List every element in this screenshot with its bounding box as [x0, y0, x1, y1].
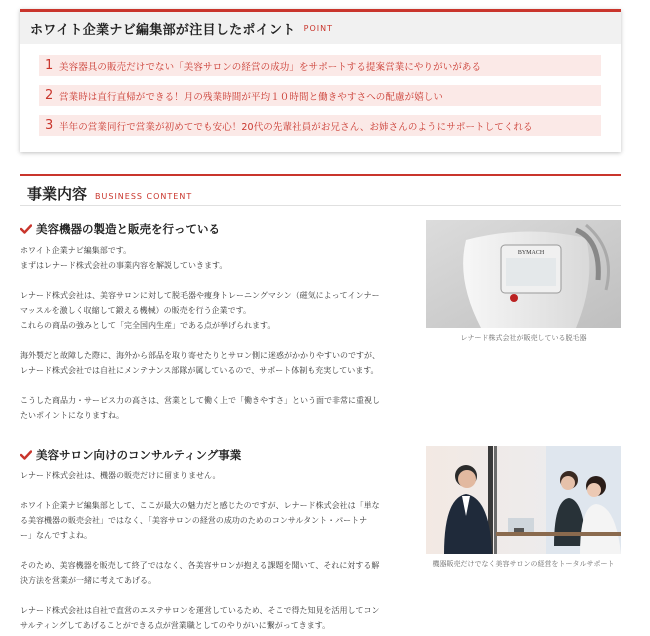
business-sub-label: BUSINESS CONTENT	[95, 192, 193, 201]
device-photo	[426, 220, 621, 328]
section1-heading	[20, 221, 220, 237]
point-item	[39, 115, 601, 136]
body-line: レナード株式会社は、美容サロンに対して脱毛器や痩身トレーニングマシン（磁気によってインナー	[20, 291, 380, 300]
body-line: ホワイト企業ナビ編集部です。	[20, 246, 132, 255]
point-number: 2	[45, 88, 54, 103]
body-line: 決方法を営業が一緒に考えてあげる。	[20, 576, 156, 585]
body-line: ー」なんですよね。	[20, 531, 92, 540]
body-line: る美容機器の販売会社」ではなく、「美容サロンの経営の成功のためのコンサルタント・パートナ	[20, 516, 368, 525]
body-line	[20, 273, 410, 288]
point-title: ホワイト企業ナビ編集部が注目したポイント	[30, 22, 296, 38]
body-line: レナード株式会社では自社にメンテナンス部隊が属しているので、サポート体制も充実しています。	[20, 366, 379, 375]
section1-body	[20, 243, 410, 423]
body-line: ホワイト企業ナビ編集部として、ここが最大の魅力だと感じたのですが、レナード株式会社は「単な	[20, 501, 380, 510]
device-brand: BYMACH	[517, 250, 545, 256]
point-text: 半年の営業同行で営業が初めてでも安心！20代の先輩社員がお兄さん、お姉さんのようにサポートしてくれる	[59, 121, 533, 133]
point-sub-label: POINT	[303, 23, 333, 33]
point-header	[20, 12, 621, 44]
section2-heading	[20, 447, 241, 463]
section-top-rule	[20, 174, 621, 176]
body-line	[20, 588, 410, 603]
body-line: レナード株式会社は、機器の販売だけに留まりません。	[20, 471, 221, 480]
body-line: マッスルを激しく収縮して鍛える機械）の販売を行う企業です。	[20, 306, 252, 315]
section-divider	[20, 205, 621, 206]
point-text: 営業時は直行直帰ができる！月の残業時間が平均１０時間と働きやすさへの配慮が嬉しい	[59, 91, 444, 103]
device-photo-caption: レナード株式会社が販売している脱毛器	[460, 334, 587, 342]
body-line	[20, 333, 410, 348]
body-line	[20, 543, 410, 558]
section2-title: 美容サロン向けのコンサルティング事業	[36, 448, 242, 462]
body-line: そのため、美容機器を販売して終了ではなく、各美容サロンが抱える課題を聞いて、それに対する解	[20, 561, 380, 570]
point-list	[20, 44, 621, 136]
point-item	[39, 55, 601, 76]
point-box	[20, 9, 621, 152]
check-icon	[20, 224, 32, 234]
body-line	[20, 483, 410, 498]
body-line: サルティングしてあげることができる点が営業職としてのやりがいに繋がってきます。	[20, 621, 331, 630]
business-title: 事業内容	[27, 185, 88, 203]
section2-body	[20, 468, 410, 633]
section1-title: 美容機器の製造と販売を行っている	[36, 222, 220, 236]
meeting-photo	[426, 446, 621, 554]
body-line: これらの商品の強みとして「完全国内生産」である点が挙げられます。	[20, 321, 276, 330]
check-icon	[20, 450, 32, 460]
body-line: こうした商品力・サービス力の高さは、営業として働く上で「働きやすさ」という面で非常に重視し	[20, 396, 380, 405]
meeting-photo-caption: 機器販売だけでなく美容サロンの経営をトータルサポート	[432, 560, 615, 568]
body-line: まずはレナード株式会社の事業内容を解説していきます。	[20, 261, 228, 270]
point-item	[39, 85, 601, 106]
business-heading	[27, 183, 192, 204]
body-line: たいポイントになりますね。	[20, 411, 124, 420]
point-number: 3	[45, 118, 54, 133]
body-line: レナード株式会社は自社で直営のエステサロンを運営しているため、そこで得た知見を活用してコン	[20, 606, 380, 615]
point-number: 1	[45, 58, 54, 73]
body-line	[20, 378, 410, 393]
point-text: 美容器具の販売だけでない「美容サロンの経営の成功」をサポートする提案営業にやりがいがある	[59, 61, 482, 73]
body-line: 海外製だと故障した際に、海外から部品を取り寄せたりとサロン側に迷惑がかかりやすいのですが、	[20, 351, 380, 360]
